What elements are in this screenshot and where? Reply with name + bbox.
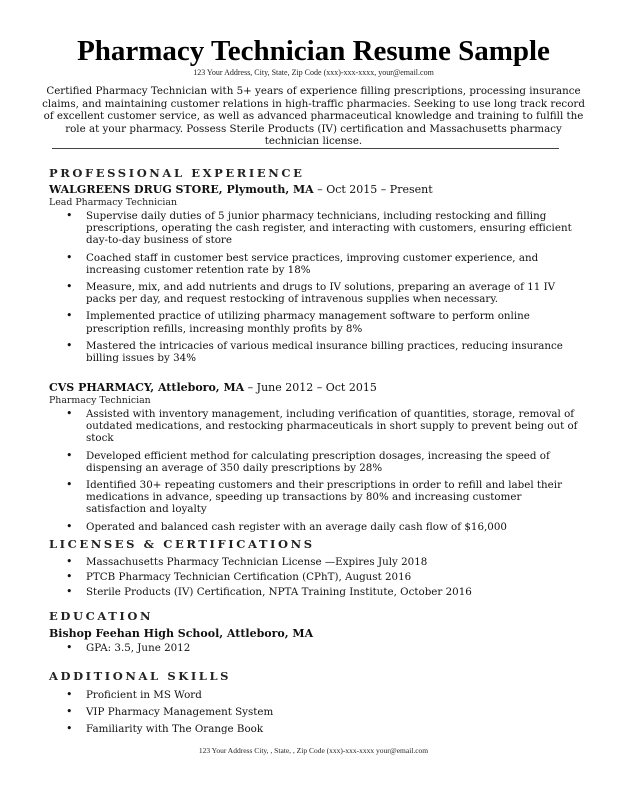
employment-dates: – Oct 2015 – Present [313,183,433,196]
job-title-cvs [49,381,377,394]
list-item: • Sterile Products (IV) Certification, NPTA Training Institute, October 2016 [66,586,578,598]
licenses-list [66,556,578,599]
summary-paragraph: Certified Pharmacy Technician with 5+ years of experience filling prescriptions, processing insurance claims, and maintaining customer relations in high-traffic pharmacies. Seeking to use long track record of excellent customer service, as well as advanced pharmaceutical knowledge and training to fulfill the role at your pharmacy. Possess Sterile Products (IV) certification and Massachusetts pharmacy technician license. [42,85,585,147]
education-list [66,642,578,654]
school-name: Bishop Feehan High School, Attleboro, MA [49,627,314,640]
employment-dates: – June 2012 – Oct 2015 [244,381,377,394]
list-item: • Massachusetts Pharmacy Technician License —Expires July 2018 [66,556,578,568]
list-item: • Developed efficient method for calculating prescription dosages, increasing the speed of dispensing an average of 350 daily prescriptions by 28% [66,450,578,474]
list-item: • Familiarity with The Orange Book [66,723,578,735]
licenses-heading: LICENSES & CERTIFICATIONS [49,537,315,551]
list-item: • GPA: 3.5, June 2012 [66,642,578,654]
skills-heading: ADDITIONAL SKILLS [49,669,232,683]
list-item: • Mastered the intricacies of various medical insurance billing practices, reducing insurance billing issues by 34% [66,340,578,364]
job-bullets-walgreens [66,210,578,364]
education-heading: EDUCATION [49,609,154,623]
list-item: • Implemented practice of utilizing pharmacy management software to perform online prescription refills, increasing monthly profits by 8% [66,310,578,334]
employer-name: CVS PHARMACY, Attleboro, MA [49,381,245,394]
job-bullets-cvs [66,408,578,533]
employer-name: WALGREENS DRUG STORE, Plymouth, MA [49,183,314,196]
list-item: • VIP Pharmacy Management System [66,706,578,718]
list-item: • Operated and balanced cash register with an average daily cash flow of $16,000 [66,521,578,533]
contact-line: 123 Your Address, City, State, Zip Code (xxx)-xxx-xxxx, your@email.com [193,68,434,77]
list-item: • Assisted with inventory management, including verification of quantities, storage, removal of outdated medications, and restocking pharmaceuticals in short supply to prevent being out of stock [66,408,578,445]
list-item: • Coached staff in customer best service practices, improving customer experience, and increasing customer retention rate by 18% [66,252,578,276]
list-item: • Supervise daily duties of 5 junior pharmacy technicians, including restocking and filling prescriptions, operating the cash register, and interacting with customers, ensuring efficient day-to-day business of store [66,210,578,247]
divider [52,148,559,149]
job-role: Lead Pharmacy Technician [49,197,178,208]
experience-heading: PROFESSIONAL EXPERIENCE [49,166,305,180]
list-item: • Proficient in MS Word [66,689,578,701]
list-item: • Identified 30+ repeating customers and their prescriptions in order to refill and label their medications in advance, speeding up transactions by 80% and increasing customer satisfaction and loyalty [66,479,578,516]
list-item: • PTCB Pharmacy Technician Certification (CPhT), August 2016 [66,571,578,583]
resume-title: Pharmacy Technician Resume Sample [77,35,550,67]
skills-list [66,689,578,736]
list-item: • Measure, mix, and add nutrients and drugs to IV solutions, preparing an average of 11 IV packs per day, and request restocking of intravenous supplies when necessary. [66,281,578,305]
job-title-walgreens [49,183,433,196]
footer-contact: 123 Your Address City, , State, , Zip Code (xxx)-xxx-xxxx your@email.com [198,746,429,755]
job-role: Pharmacy Technician [49,395,151,406]
